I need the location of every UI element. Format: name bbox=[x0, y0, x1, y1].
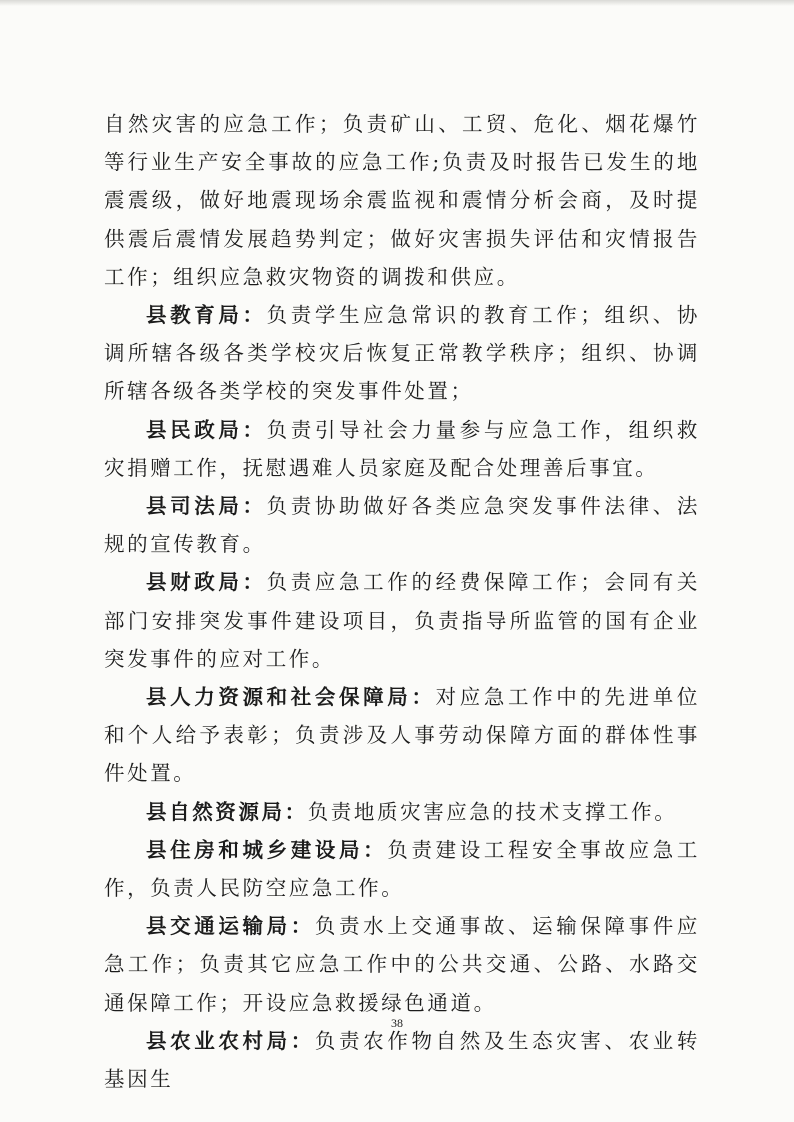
org-name: 县财政局： bbox=[146, 570, 267, 595]
org-duty: 负责水上交通事故、运输保障事件应急工作；负责其它应急工作中的公共交通、公路、水路交通保障工作；开设应急救援绿色通道。 bbox=[104, 914, 700, 1015]
section-human-resources bbox=[104, 678, 700, 793]
org-duty: 负责协助做好各类应急突发事件法律、法规的宣传教育。 bbox=[104, 494, 700, 557]
section-housing-construction bbox=[104, 831, 700, 907]
org-duty: 负责学生应急常识的教育工作；组织、协调所辖各级各类学校灾后恢复正常教学秩序；组织、协调所辖各级各类学校的突发事件处置； bbox=[104, 303, 700, 404]
page-number: 38 bbox=[391, 1016, 403, 1030]
org-duty: 负责引导社会力量参与应急工作，组织救灾捐赠工作，抚慰遇难人员家庭及配合处理善后事宜。 bbox=[104, 417, 700, 480]
org-duty: 负责应急工作的经费保障工作；会同有关部门安排突发事件建设项目，负责指导所监管的国有企业突发事件的应对工作。 bbox=[104, 570, 700, 671]
section-civil-affairs bbox=[104, 411, 700, 487]
org-name: 县自然资源局： bbox=[146, 799, 308, 824]
section-agriculture bbox=[104, 1022, 700, 1098]
org-name: 县交通运输局： bbox=[146, 914, 315, 939]
continuation-paragraph: 自然灾害的应急工作；负责矿山、工贸、危化、烟花爆竹等行业生产安全事故的应急工作;负责及时报告已发生的地震震级，做好地震现场余震监视和震情分析会商，及时提供震后震情发展趋势判定；做好灾害损失评估和灾情报告工作；组织应急救灾物资的调拨和供应。 bbox=[104, 112, 700, 289]
scan-edge bbox=[0, 0, 794, 6]
section-transport bbox=[104, 907, 700, 1022]
org-name: 县农业农村局： bbox=[146, 1028, 315, 1053]
org-name: 县住房和城乡建设局： bbox=[146, 837, 388, 862]
org-name: 县民政局： bbox=[146, 417, 267, 442]
org-name: 县教育局： bbox=[146, 303, 267, 328]
section-finance bbox=[104, 563, 700, 678]
org-name: 县司法局： bbox=[146, 494, 267, 519]
org-name: 县人力资源和社会保障局： bbox=[146, 685, 436, 710]
document-body bbox=[104, 105, 700, 1098]
org-duty: 负责农作物自然及生态灾害、农业转基因生 bbox=[104, 1028, 700, 1092]
org-duty: 负责地质灾害应急的技术支撑工作。 bbox=[307, 799, 678, 824]
section-education bbox=[104, 296, 700, 411]
section-justice bbox=[104, 487, 700, 563]
org-duty: 负责建设工程安全事故应急工作，负责人民防空应急工作。 bbox=[104, 837, 700, 901]
org-duty: 对应急工作中的先进单位和个人给予表彰；负责涉及人事劳动保障方面的群体性事件处置。 bbox=[104, 685, 700, 786]
section-natural-resources bbox=[104, 793, 700, 831]
